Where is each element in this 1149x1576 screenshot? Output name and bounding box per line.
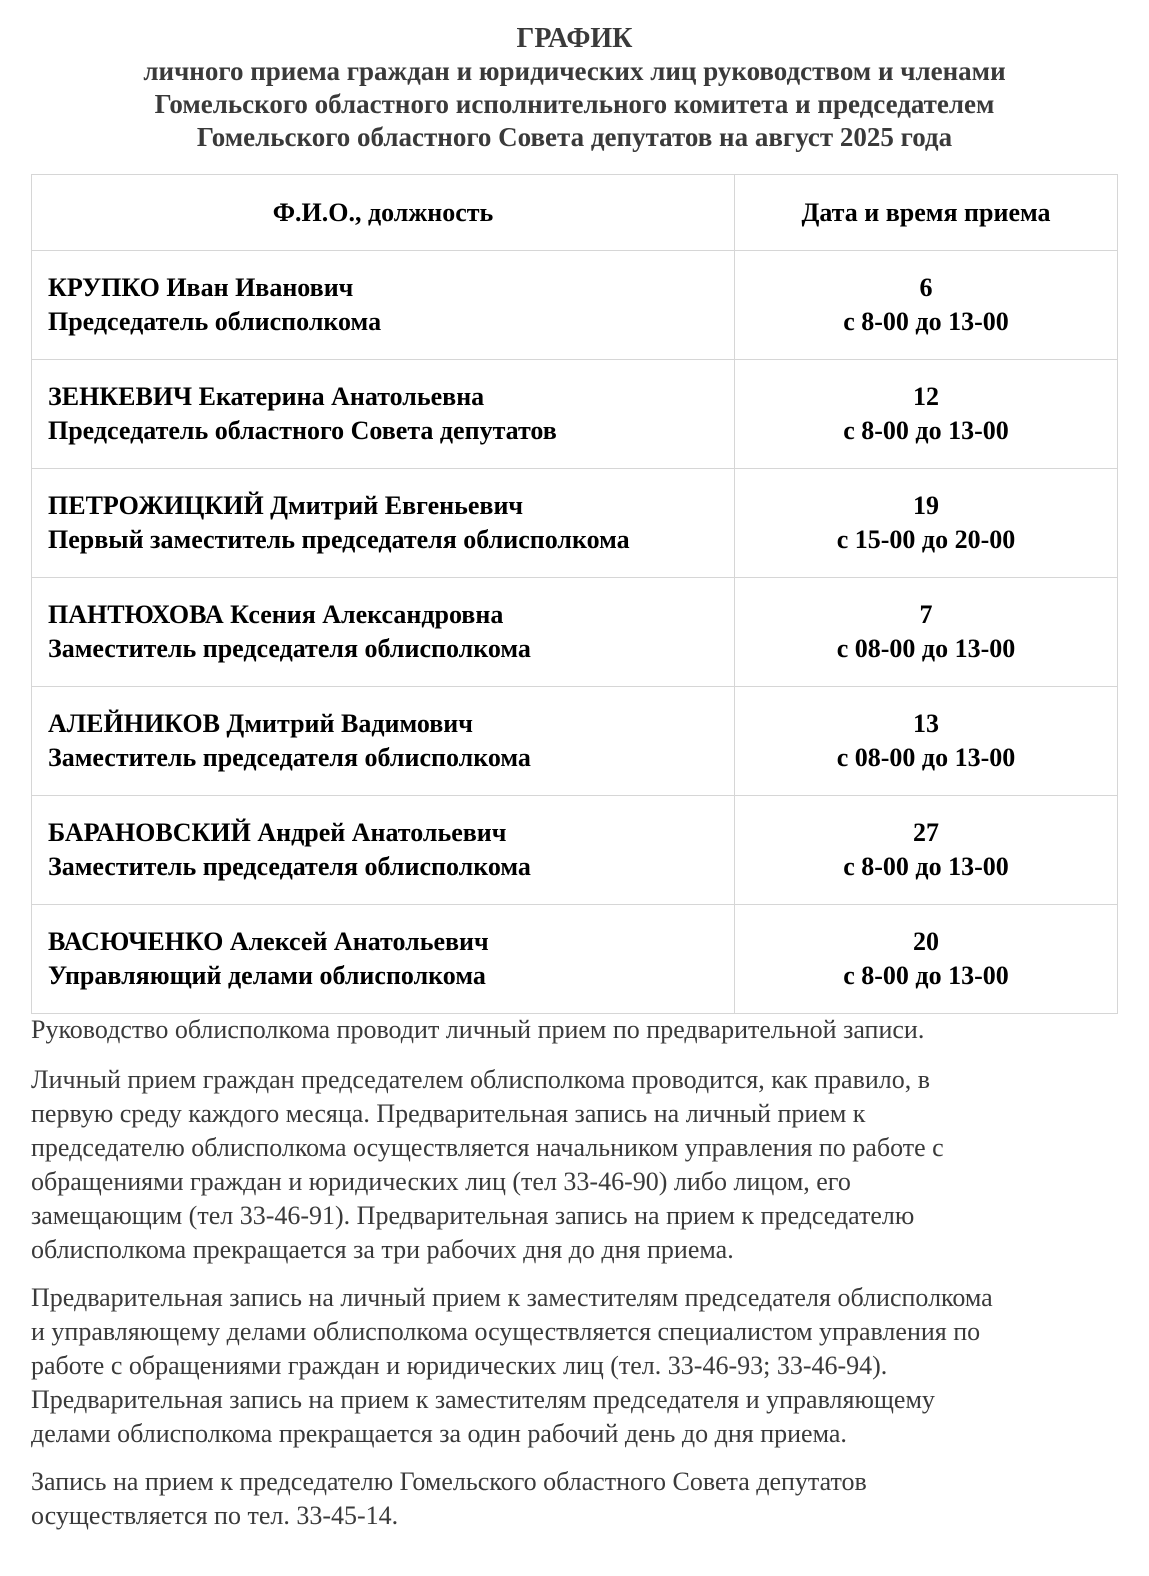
table-row [32,578,1118,687]
person-cell [32,905,735,1014]
table-row [32,360,1118,469]
table-row [32,469,1118,578]
column-header-name: Ф.И.О., должность [32,175,735,251]
notes-section [31,1013,1121,1547]
note-line: председателю облисполкома осуществляется начальником управления по работе с [31,1133,944,1162]
note-line: Личный прием граждан председателем облисполкома проводится, как правило, в [31,1065,931,1094]
schedule-table [31,174,1118,1014]
note-paragraph [31,1281,1121,1451]
table-row [32,796,1118,905]
person-cell [32,687,735,796]
note-line: осуществляется по тел. 33-45-14. [31,1501,399,1530]
table-row [32,687,1118,796]
person-position: Председатель облисполкома [48,307,382,336]
reception-cell [735,360,1118,469]
schedule-table-body [32,251,1118,1014]
person-cell [32,469,735,578]
reception-date: 7 [919,600,933,629]
reception-cell [735,796,1118,905]
reception-cell [735,251,1118,360]
reception-date: 27 [913,818,939,847]
note-line: Запись на прием к председателю Гомельского областного Совета депутатов [31,1467,867,1496]
person-name: КРУПКО Иван Иванович [48,273,354,302]
person-name: ВАСЮЧЕНКО Алексей Анатольевич [48,927,489,956]
document-subtitle-line: личного приема граждан и юридических лиц руководством и членами [143,56,1006,86]
person-position: Председатель областного Совета депутатов [48,416,557,445]
reception-time: с 15-00 до 20-00 [836,525,1016,554]
document-title: ГРАФИК [516,23,633,54]
reception-cell [735,469,1118,578]
reception-time: с 08-00 до 13-00 [836,743,1016,772]
person-name: ПЕТРОЖИЦКИЙ Дмитрий Евгеньевич [48,491,524,520]
note-paragraph [31,1063,1121,1267]
person-position: Первый заместитель председателя облисполкома [48,525,630,554]
reception-date: 12 [913,382,939,411]
note-paragraph [31,1013,1121,1047]
table-header-row [32,175,1118,251]
person-name: ПАНТЮХОВА Ксения Александровна [48,600,504,629]
reception-cell [735,687,1118,796]
note-line: делами облисполкома прекращается за один рабочий день до дня приема. [31,1419,847,1448]
note-line: и управляющему делами облисполкома осуществляется специалистом управления по [31,1317,981,1346]
person-position: Управляющий делами облисполкома [48,961,486,990]
note-line: Руководство облисполкома проводит личный прием по предварительной записи. [31,1015,925,1044]
note-line: работе с обращениями граждан и юридических лиц (тел. 33-46-93; 33-46-94). [31,1351,888,1380]
reception-time: с 8-00 до 13-00 [843,307,1009,336]
document-subtitle-line: Гомельского областного Совета депутатов на август 2025 года [196,122,953,152]
reception-date: 6 [919,273,933,302]
note-line: облисполкома прекращается за три рабочих дня до дня приема. [31,1235,734,1264]
person-position: Заместитель председателя облисполкома [48,852,531,881]
person-cell [32,578,735,687]
document-header [0,22,1149,154]
note-line: Предварительная запись на личный прием к заместителям председателя облисполкома [31,1283,993,1312]
note-line: обращениями граждан и юридических лиц (тел 33-46-90) либо лицом, его [31,1167,851,1196]
person-position: Заместитель председателя облисполкома [48,743,531,772]
reception-time: с 8-00 до 13-00 [843,416,1009,445]
person-name: АЛЕЙНИКОВ Дмитрий Вадимович [48,709,473,738]
note-line: Предварительная запись на прием к заместителям председателя и управляющему [31,1385,935,1414]
reception-cell [735,578,1118,687]
table-row [32,905,1118,1014]
person-cell [32,251,735,360]
document-subtitle-line: Гомельского областного исполнительного комитета и председателем [154,89,995,119]
person-position: Заместитель председателя облисполкома [48,634,531,663]
reception-date: 19 [913,491,939,520]
reception-cell [735,905,1118,1014]
note-paragraph [31,1465,1121,1533]
table-row [32,251,1118,360]
reception-date: 13 [913,709,939,738]
person-name: БАРАНОВСКИЙ Андрей Анатольевич [48,818,507,847]
person-cell [32,796,735,905]
reception-time: с 08-00 до 13-00 [836,634,1016,663]
person-name: ЗЕНКЕВИЧ Екатерина Анатольевна [48,382,485,411]
reception-time: с 8-00 до 13-00 [843,961,1009,990]
column-header-time: Дата и время приема [735,175,1118,251]
note-line: замещающим (тел 33-46-91). Предварительная запись на прием к председателю [31,1201,915,1230]
note-line: первую среду каждого месяца. Предварительная запись на личный прием к [31,1099,866,1128]
reception-time: с 8-00 до 13-00 [843,852,1009,881]
reception-date: 20 [913,927,939,956]
person-cell [32,360,735,469]
